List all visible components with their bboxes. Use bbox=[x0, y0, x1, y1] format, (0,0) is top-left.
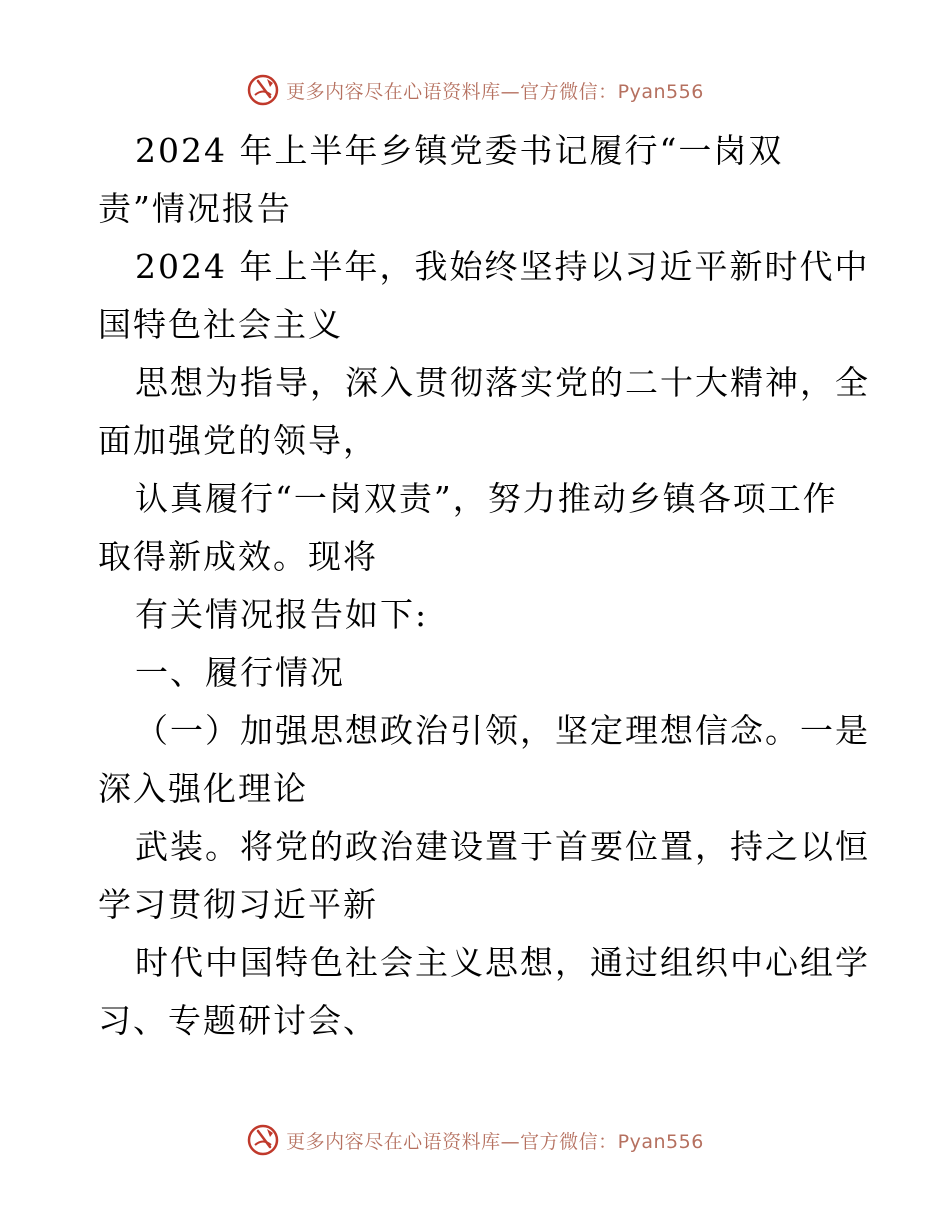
text-line: 时代中国特色社会主义思想，通过组织中心组学 bbox=[135, 943, 870, 982]
header-watermark bbox=[0, 70, 950, 110]
text-line: 学习贯彻习近平新 bbox=[98, 885, 378, 924]
text-line: 深入强化理论 bbox=[98, 769, 308, 808]
footer-watermark bbox=[0, 1120, 950, 1160]
watermark-text: 更多内容尽在心语资料库—官方微信：Pyan556 bbox=[286, 80, 704, 103]
text-line: 国特色社会主义 bbox=[98, 305, 343, 344]
document-body bbox=[98, 122, 870, 1050]
text-line: 有关情况报告如下: bbox=[135, 595, 429, 634]
book-quill-logo-icon bbox=[246, 1123, 280, 1157]
watermark-text: 更多内容尽在心语资料库—官方微信：Pyan556 bbox=[286, 1130, 704, 1153]
text-line: （一）加强思想政治引领，坚定理想信念。一是 bbox=[135, 711, 870, 750]
text-line: 责”情况报告 bbox=[98, 189, 292, 228]
text-line: 2024 年上半年，我始终坚持以习近平新时代中 bbox=[135, 247, 870, 286]
text-line: 思想为指导，深入贯彻落实党的二十大精神，全 bbox=[135, 363, 870, 402]
text-line: 面加强党的领导， bbox=[98, 421, 378, 460]
text-line: 武装。将党的政治建设置于首要位置，持之以恒 bbox=[135, 827, 870, 866]
text-line: 习、专题研讨会、 bbox=[98, 1001, 378, 1040]
text-line: 认真履行“一岗双责”，努力推动乡镇各项工作 bbox=[135, 479, 838, 518]
book-quill-logo-icon bbox=[246, 73, 280, 107]
text-line: 一、履行情况 bbox=[135, 653, 345, 692]
text-line: 2024 年上半年乡镇党委书记履行“一岗双 bbox=[135, 131, 784, 170]
text-line: 取得新成效。现将 bbox=[98, 537, 378, 576]
